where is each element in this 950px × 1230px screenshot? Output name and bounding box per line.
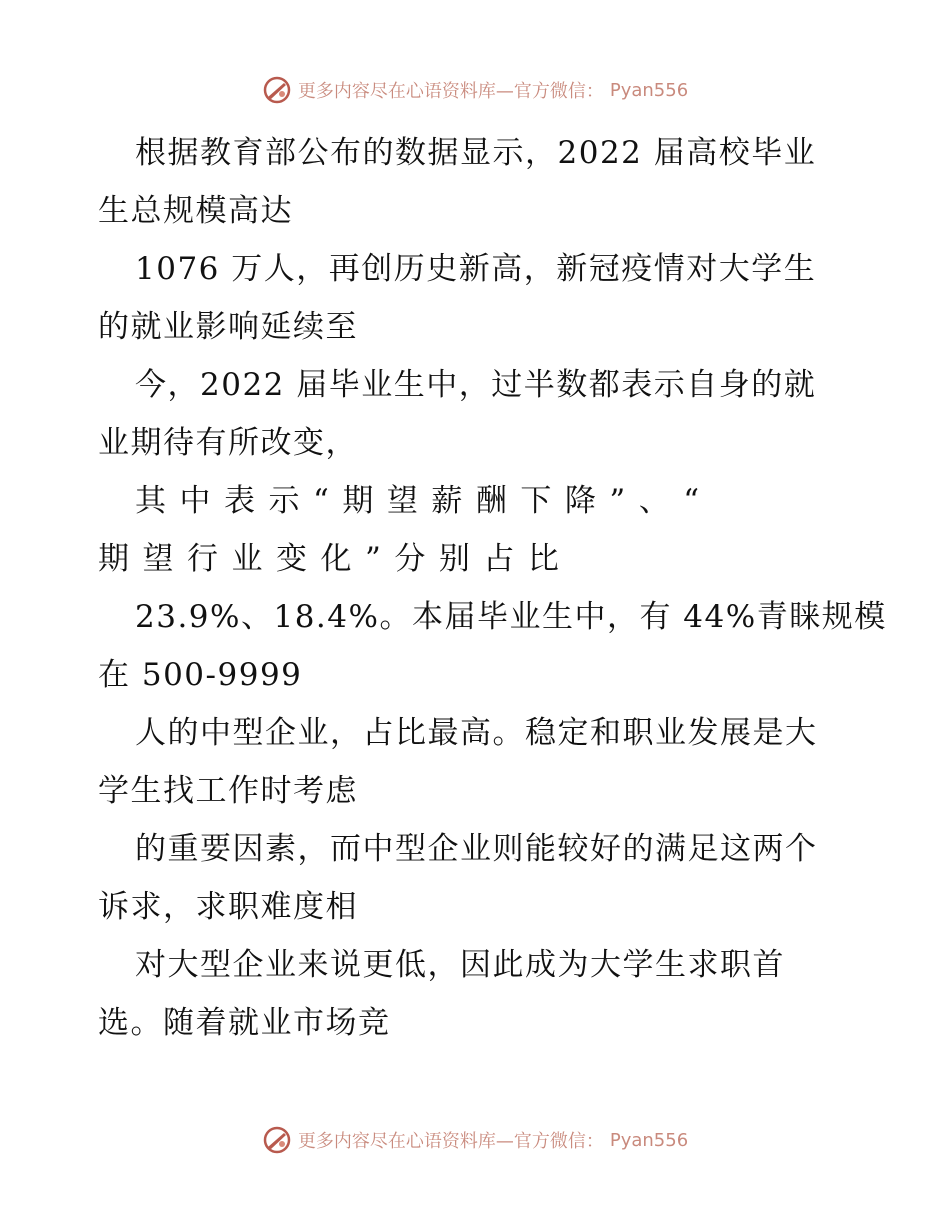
header-wechat-id: Pyan556: [609, 79, 689, 101]
paragraph-6: [98, 704, 858, 820]
footer-banner: [0, 1122, 950, 1158]
paragraph-8-line-2: 选。随着就业市场竞: [98, 1005, 391, 1041]
paragraph-6-line-1: 人的中型企业，占比最高。稳定和职业发展是大: [135, 715, 818, 751]
header-banner: [0, 72, 950, 108]
paragraph-6-line-2: 学生找工作时考虑: [98, 773, 358, 809]
paragraph-4: [98, 472, 858, 588]
paragraph-2: [98, 240, 858, 356]
paragraph-1-line-1: 根据教育部公布的数据显示，2022 届高校毕业: [135, 135, 817, 171]
paragraph-7-line-1: 的重要因素，而中型企业则能较好的满足这两个: [135, 831, 818, 867]
paragraph-2-line-2: 的就业影响延续至: [98, 309, 358, 345]
document-body: [98, 124, 887, 1052]
paragraph-1-line-2: 生总规模高达: [98, 193, 293, 229]
paragraph-3: [98, 356, 858, 472]
paragraph-1: [98, 124, 858, 240]
paragraph-5-line-1: 23.9%、18.4%。本届毕业生中，有 44%青睐规模: [135, 599, 887, 635]
paragraph-3-line-2: 业期待有所改变，: [98, 425, 358, 461]
pen-seal-icon: [262, 75, 292, 105]
pen-seal-icon: [262, 1125, 292, 1155]
paragraph-4-line-1: 其中表示“期望薪酬下降”、“: [135, 483, 713, 519]
paragraph-2-line-1: 1076 万人，再创历史新高，新冠疫情对大学生: [135, 251, 817, 287]
paragraph-4-line-2: 期望行业变化”分别占比: [98, 541, 573, 577]
paragraph-5: [98, 588, 887, 704]
footer-wechat-id: Pyan556: [609, 1129, 689, 1151]
footer-banner-text: 更多内容尽在心语资料库—官方微信：: [297, 1131, 604, 1152]
paragraph-5-line-2: 在 500-9999: [98, 657, 303, 693]
paragraph-8: [98, 936, 858, 1052]
paragraph-7-line-2: 诉求，求职难度相: [98, 889, 358, 925]
paragraph-7: [98, 820, 858, 936]
paragraph-8-line-1: 对大型企业来说更低，因此成为大学生求职首: [135, 947, 785, 983]
header-banner-text: 更多内容尽在心语资料库—官方微信：: [297, 81, 604, 102]
paragraph-3-line-1: 今，2022 届毕业生中，过半数都表示自身的就: [135, 367, 817, 403]
